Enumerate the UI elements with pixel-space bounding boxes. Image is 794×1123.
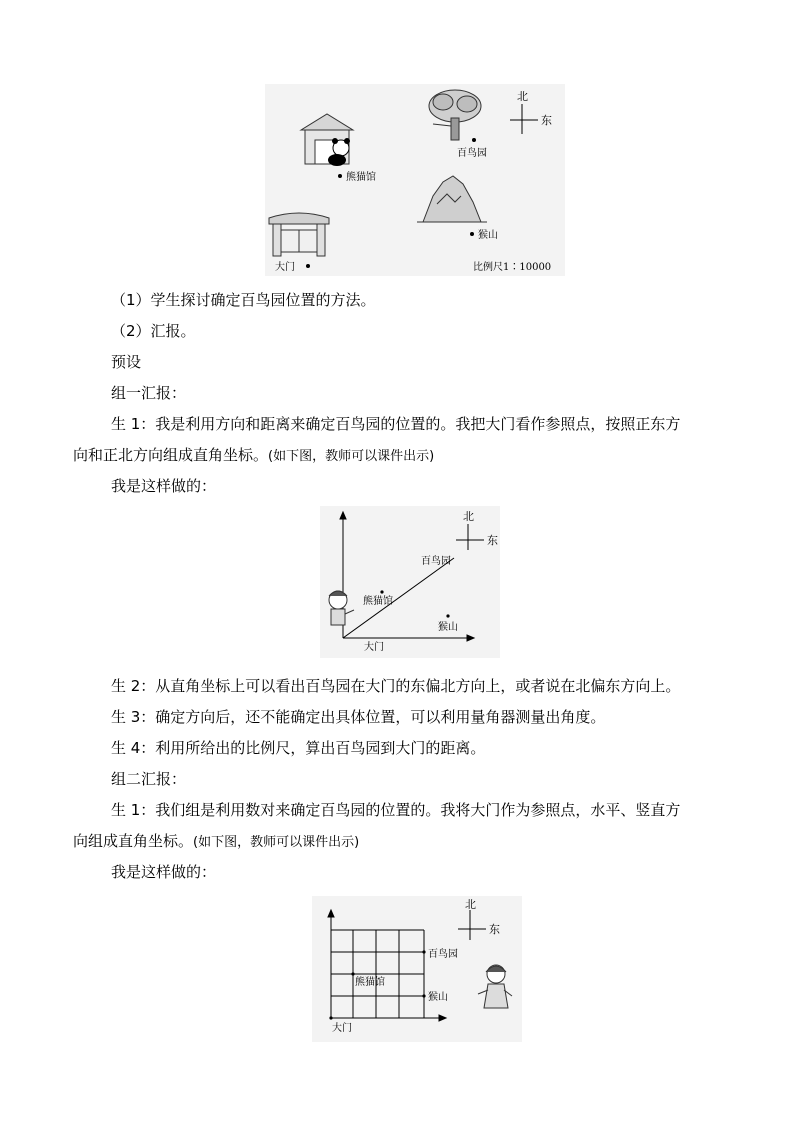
compass-east-label: 东	[489, 923, 500, 936]
direction-coordinate-figure	[320, 506, 500, 658]
compass-north-label: 北	[517, 90, 528, 103]
panda-label: 熊猫馆	[363, 596, 393, 607]
paragraph-group2-heading: 组二汇报：	[111, 770, 187, 788]
bird-garden-dot	[422, 950, 425, 953]
paragraph-how-i-did-2: 我是这样做的：	[111, 863, 217, 881]
bird-garden-label: 百鸟园	[428, 949, 458, 960]
paragraph-step-2: （2）汇报。	[111, 322, 196, 340]
gate-dot	[329, 1016, 332, 1019]
paragraph-student3: 生 3：确定方向后，还不能确定出具体位置，可以利用量角器测量出角度。	[111, 708, 606, 726]
monkey-hill-dot	[470, 232, 474, 236]
gate-dot	[306, 264, 310, 268]
bird-garden-dot	[472, 138, 476, 142]
monkey-hill-label: 猴山	[438, 622, 458, 633]
paragraph-group1-heading: 组一汇报：	[111, 384, 187, 402]
panda-dot	[338, 174, 342, 178]
scale-label: 比例尺1∶10000	[473, 262, 552, 273]
paragraph-student4: 生 4：利用所给出的比例尺，算出百鸟园到大门的距离。	[111, 739, 486, 757]
panda-dot	[380, 590, 383, 593]
compass-east-label: 东	[487, 534, 498, 547]
gate-label: 大门	[332, 1023, 352, 1034]
paragraph-step-1: （1）学生探讨确定百鸟园位置的方法。	[111, 291, 376, 309]
monkey-hill-dot	[446, 614, 449, 617]
paragraph-preset: 预设	[111, 353, 142, 371]
paragraph-group2-student1-line2	[73, 831, 359, 853]
bird-garden-label: 百鸟园	[421, 556, 451, 567]
bird-garden-label: 百鸟园	[457, 148, 487, 159]
paragraph-group2-student1-note: (如下图，教师可以课件出示)	[193, 835, 360, 850]
monkey-hill-label: 猴山	[428, 992, 448, 1003]
panda-label: 熊猫馆	[355, 977, 385, 988]
paragraph-how-i-did-1: 我是这样做的：	[111, 477, 217, 495]
paragraph-student1-note: (如下图，教师可以课件出示)	[268, 449, 435, 464]
paragraph-student1-line2-text: 向和正北方向组成直角坐标。	[73, 446, 269, 464]
panda-label: 熊猫馆	[346, 172, 376, 183]
paragraph-group2-student1-line1: 生 1：我们组是利用数对来确定百鸟园的位置的。我将大门作为参照点，水平、竖直方	[111, 801, 681, 819]
panda-dot	[351, 972, 354, 975]
paragraph-student1-line2	[73, 445, 434, 467]
compass-east-label: 东	[541, 114, 552, 127]
grid-coordinate-figure	[312, 896, 522, 1042]
monkey-hill-label: 猴山	[478, 230, 498, 241]
gate-icon	[269, 213, 329, 256]
zoo-map-figure	[265, 84, 565, 276]
paragraph-group2-student1-line2-text: 向组成直角坐标。	[73, 832, 194, 850]
paragraph-student1-line1: 生 1：我是利用方向和距离来确定百鸟园的位置的。我把大门看作参照点，按照正东方	[111, 415, 681, 433]
gate-label: 大门	[275, 262, 295, 273]
paragraph-student2: 生 2：从直角坐标上可以看出百鸟园在大门的东偏北方向上，或者说在北偏东方向上。	[111, 677, 681, 695]
compass-north-label: 北	[463, 510, 474, 523]
gate-label: 大门	[364, 642, 384, 653]
compass-north-label: 北	[465, 898, 476, 911]
monkey-hill-dot	[422, 994, 425, 997]
